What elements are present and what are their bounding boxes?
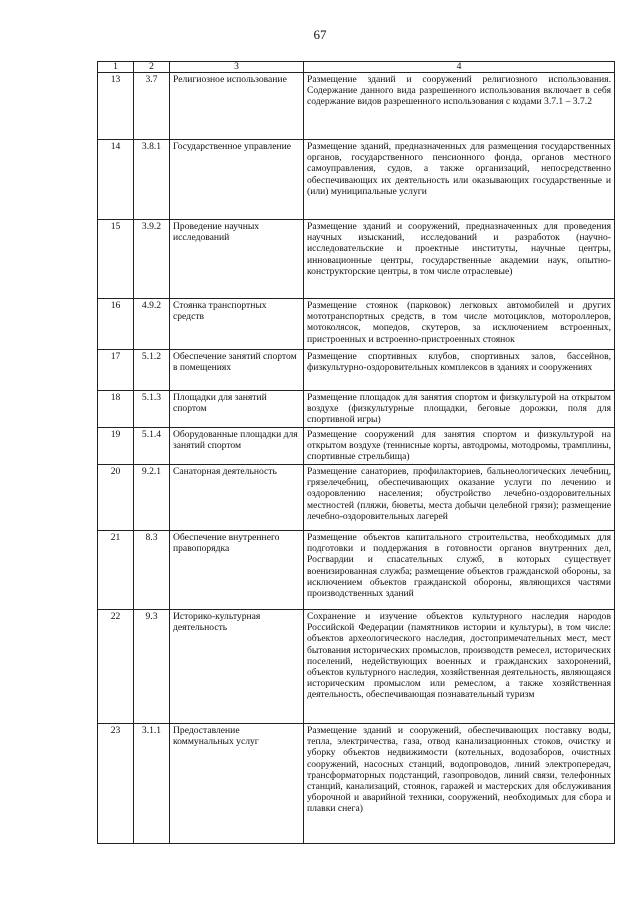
table-row — [98, 465, 615, 531]
use-description: Размещение стоянок (парковок) легковых автомобилей и других мототранспортных средств, в том числе мотоциклов, мотороллеров, мотоколясок, мопедов, скутеров, за исключением встроенных, пристроенных и встроенно-пристроенных стоянок — [304, 299, 615, 350]
row-number: 21 — [98, 531, 134, 610]
use-name: Предоставление коммунальных услуг — [170, 724, 304, 844]
use-description: Размещение зданий и сооружений, предназначенных для проведения научных изысканий, исследований и разработок (научно-исследовательские и проектные институты, научные центры, инновационные центры, государственные академии наук, опытно-конструкторские центры, в том числе отраслевые) — [304, 220, 615, 299]
use-code: 4.9.2 — [134, 299, 170, 350]
table-row — [98, 391, 615, 428]
land-use-table — [97, 61, 615, 844]
use-name: Историко-культурная деятельность — [170, 610, 304, 724]
use-name: Оборудованные площадки для занятий спортом — [170, 428, 304, 465]
use-name: Санаторная деятельность — [170, 465, 304, 531]
row-number: 14 — [98, 140, 134, 220]
use-name: Стоянка транспортных средств — [170, 299, 304, 350]
table-row — [98, 220, 615, 299]
use-code: 5.1.2 — [134, 350, 170, 391]
use-description: Размещение зданий и сооружений религиозного использования. Содержание данного вида разрешенного использования включает в себя содержание видов разрешенного использования с кодами 3.7.1 – 3.7.2 — [304, 73, 615, 140]
use-code: 5.1.4 — [134, 428, 170, 465]
use-code: 3.1.1 — [134, 724, 170, 844]
use-name: Обеспечение внутреннего правопорядка — [170, 531, 304, 610]
row-number: 23 — [98, 724, 134, 844]
row-number: 16 — [98, 299, 134, 350]
use-description: Размещение сооружений для занятия спортом и физкультурой на открытом воздухе (теннисные корты, автодромы, мотодромы, трамплины, спортивные стрельбища) — [304, 428, 615, 465]
row-number: 19 — [98, 428, 134, 465]
row-number: 17 — [98, 350, 134, 391]
use-code: 5.1.3 — [134, 391, 170, 428]
table-row — [98, 350, 615, 391]
table-row — [98, 299, 615, 350]
use-code: 9.3 — [134, 610, 170, 724]
column-header: 3 — [170, 62, 304, 73]
table-row — [98, 610, 615, 724]
use-name: Религиозное использование — [170, 73, 304, 140]
table-header-row — [98, 62, 615, 73]
column-header: 2 — [134, 62, 170, 73]
use-name: Проведение научных исследований — [170, 220, 304, 299]
row-number: 18 — [98, 391, 134, 428]
table-row — [98, 531, 615, 610]
use-name: Площадки для занятий спортом — [170, 391, 304, 428]
use-code: 3.9.2 — [134, 220, 170, 299]
use-code: 3.8.1 — [134, 140, 170, 220]
use-name: Обеспечение занятий спортом в помещениях — [170, 350, 304, 391]
row-number: 13 — [98, 73, 134, 140]
column-header: 1 — [98, 62, 134, 73]
use-code: 9.2.1 — [134, 465, 170, 531]
table-row — [98, 140, 615, 220]
use-description: Размещение санаториев, профилакториев, бальнеологических лечебниц, грязелечебниц, обеспечивающих оказание услуги по лечению и оздоровлению населения; обустройство лечебно-оздоровительных местностей (пляжи, бюветы, места добычи целебной грязи); размещение лечебно-оздоровительных лагерей — [304, 465, 615, 531]
use-description: Сохранение и изучение объектов культурного наследия народов Российской Федерации (памятников истории и культуры), в том числе: объектов археологического наследия, достопримечательных мест, мест бытования исторических промыслов, производств ремесел, исторических поселений, недействующих военных и гражданских захоронений, объектов культурного наследия, хозяйственная деятельность, являющаяся историческим промыслом или ремеслом, а также хозяйственная деятельность, обеспечивающая познавательный туризм — [304, 610, 615, 724]
use-description: Размещение зданий и сооружений, обеспечивающих поставку воды, тепла, электричества, газа, отвод канализационных стоков, очистку и уборку объектов недвижимости (котельных, водозаборов, очистных сооружений, насосных станций, водопроводов, линий электропередач, трансформаторных подстанций, газопроводов, линий связи, телефонных станций, канализаций, стоянок, гаражей и мастерских для обслуживания уборочной и аварийной техники, сооружений, необходимых для сбора и плавки снега) — [304, 724, 615, 844]
use-code: 3.7 — [134, 73, 170, 140]
use-description: Размещение зданий, предназначенных для размещения государственных органов, государственного пенсионного фонда, органов местного самоуправления, судов, а также организаций, непосредственно обеспечивающих их деятельность или оказывающих государственные и (или) муниципальные услуги — [304, 140, 615, 220]
row-number: 20 — [98, 465, 134, 531]
use-description: Размещение спортивных клубов, спортивных залов, бассейнов, физкультурно-оздоровительных комплексов в зданиях и сооружениях — [304, 350, 615, 391]
use-code: 8.3 — [134, 531, 170, 610]
page-number: 67 — [313, 27, 327, 42]
table-row — [98, 428, 615, 465]
table-row — [98, 73, 615, 140]
column-header: 4 — [304, 62, 615, 73]
use-description: Размещение объектов капитального строительства, необходимых для подготовки и поддержания в готовности органов внутренних дел, Росгвардии и спасательных служб, в которых существует военизированная служба; размещение объектов гражданской обороны, за исключением объектов гражданской обороны, являющихся частями производственных зданий — [304, 531, 615, 610]
use-name: Государственное управление — [170, 140, 304, 220]
row-number: 22 — [98, 610, 134, 724]
use-description: Размещение площадок для занятия спортом и физкультурой на открытом воздухе (физкультурные площадки, беговые дорожки, поля для спортивной игры) — [304, 391, 615, 428]
row-number: 15 — [98, 220, 134, 299]
table-row — [98, 724, 615, 844]
